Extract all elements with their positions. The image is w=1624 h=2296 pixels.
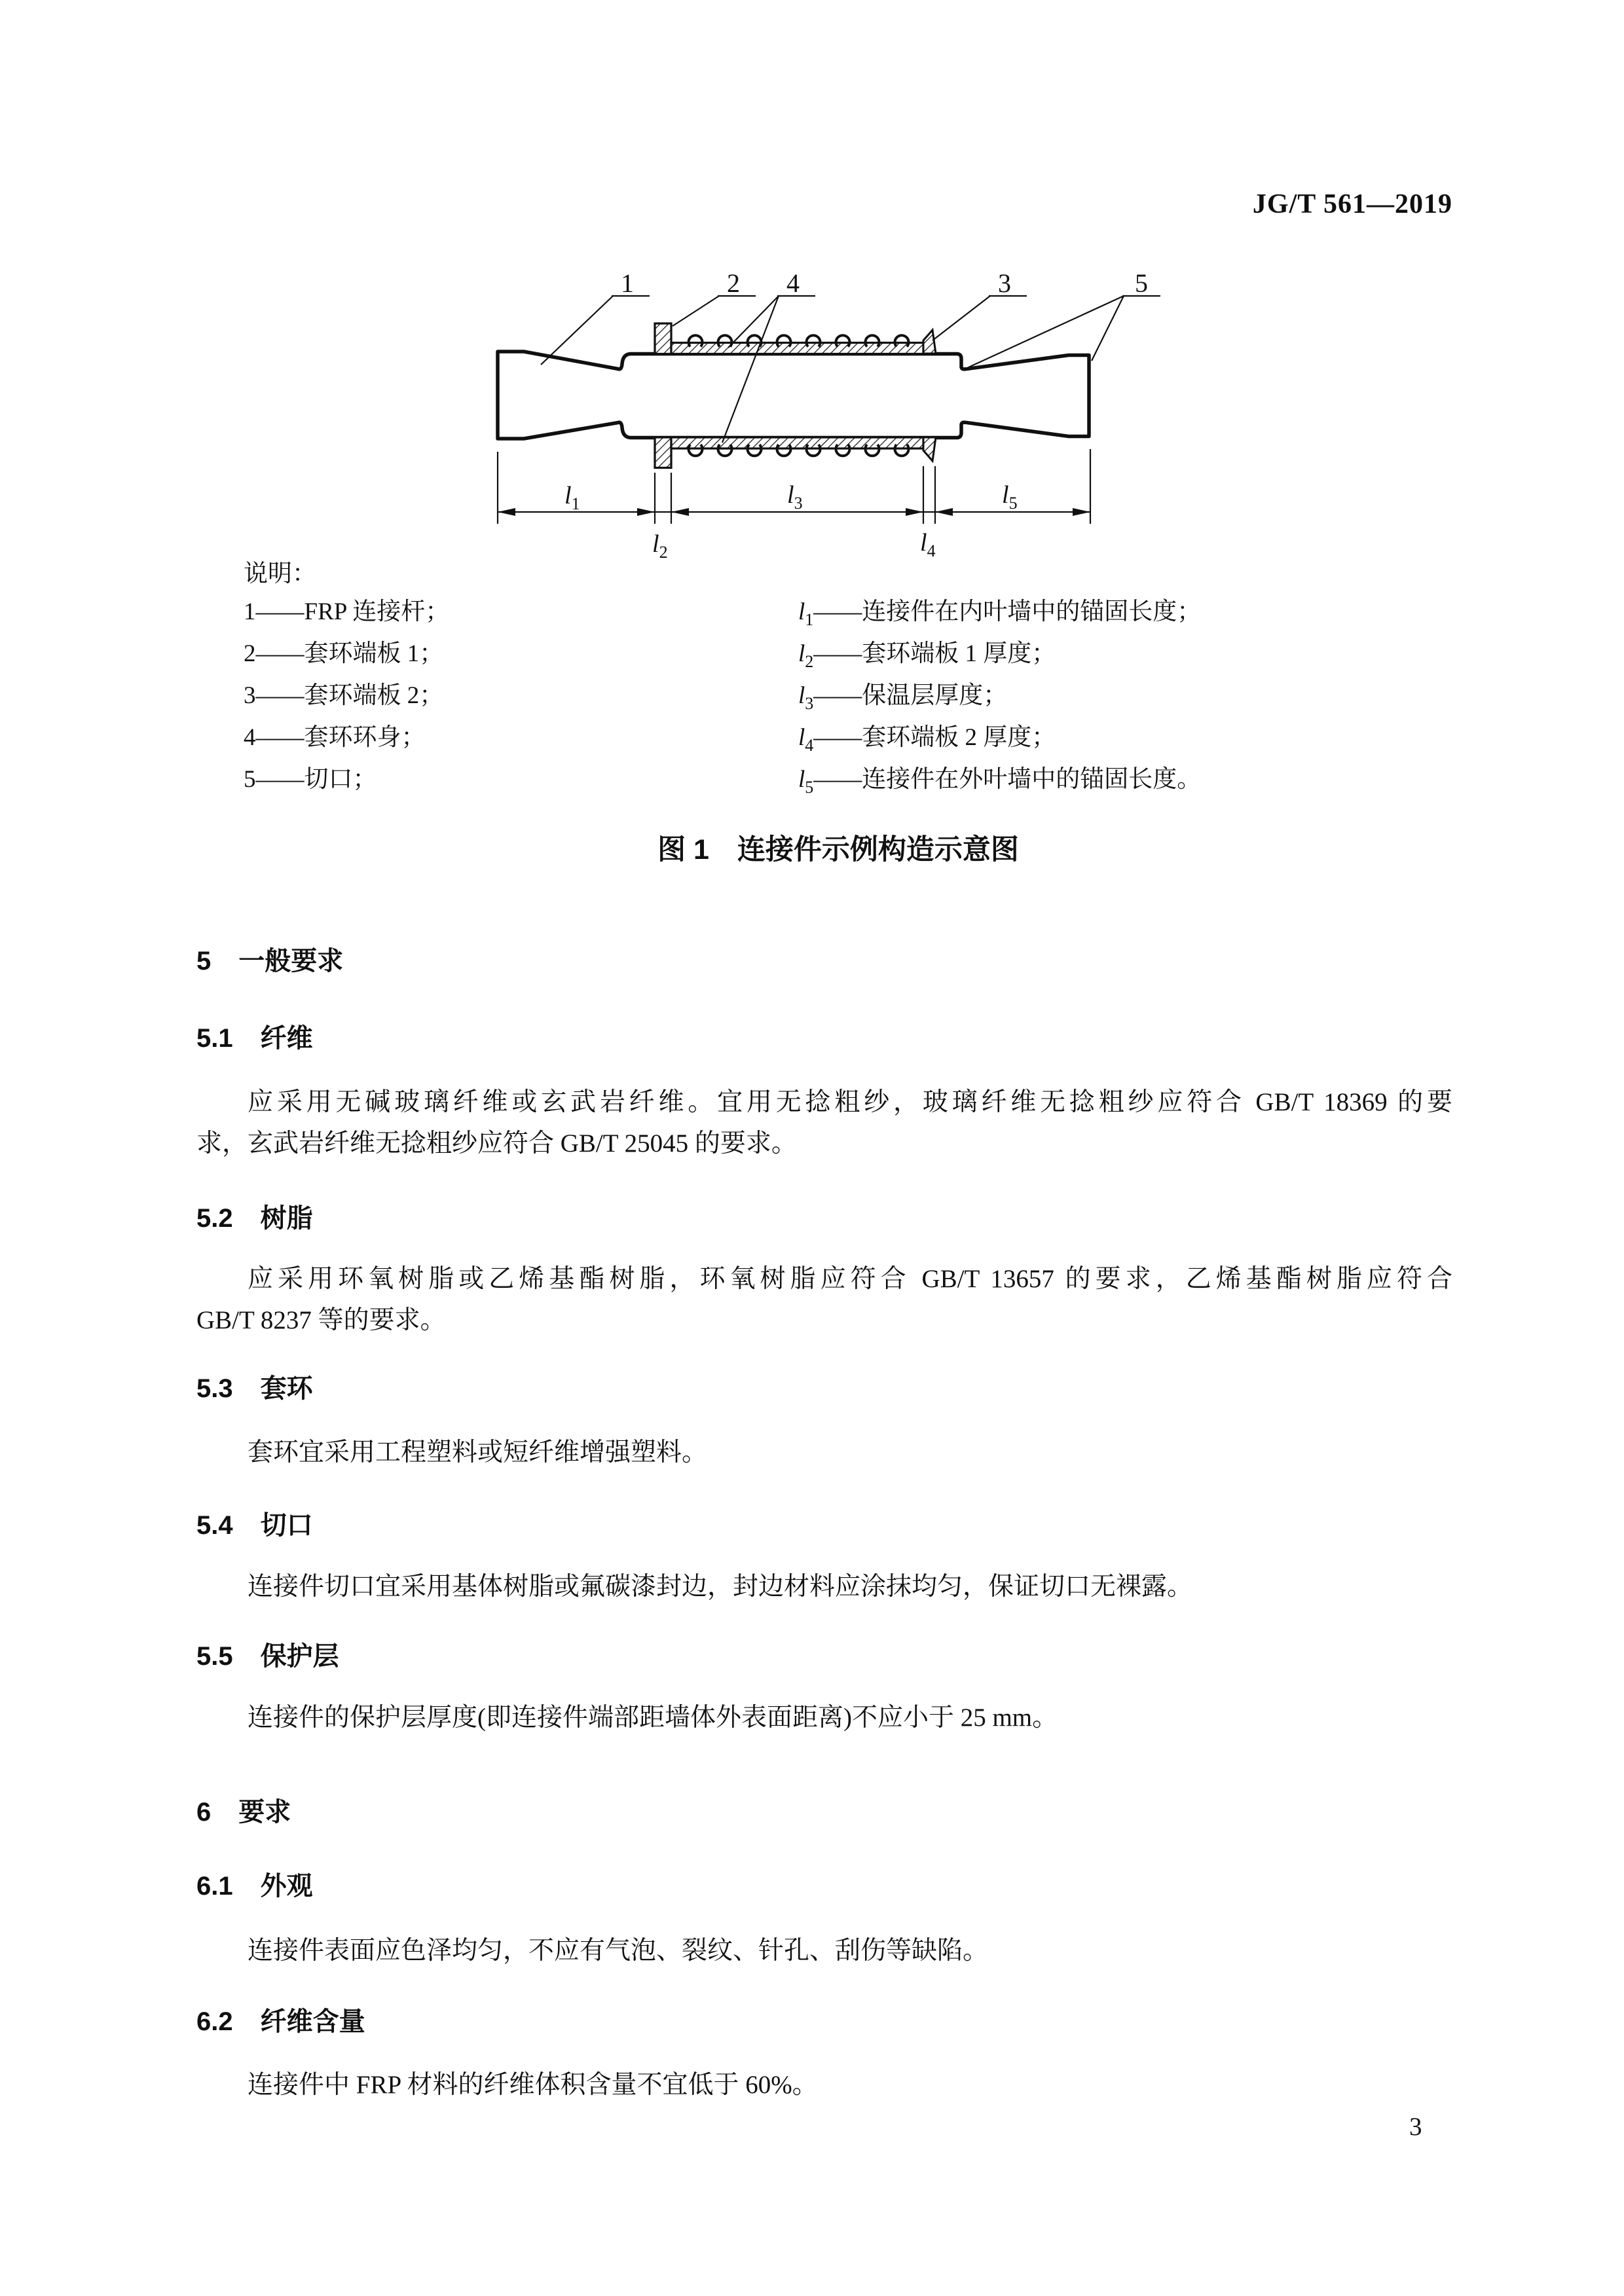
collar-body-top: [671, 343, 923, 354]
collar-end-plate2-bottom: [923, 437, 936, 461]
paragraph-5-5: 连接件的保护层厚度(即连接件端部距墙体外表面距离)不应小于 25 mm。: [248, 1704, 1058, 1732]
collar-end-plate1-top: [655, 323, 671, 354]
page-number: 3: [1409, 2113, 1422, 2141]
section-heading-5-3: 5.3 套环: [196, 1374, 313, 1403]
dim-label-l2: l2: [652, 530, 668, 562]
paragraph-6-1: 连接件表面应色泽均匀，不应有气泡、裂纹、针孔、刮伤等缺陷。: [248, 1937, 989, 1965]
part-label-5: 5: [1135, 268, 1148, 298]
legend-row: 5——切口； $l_5——$连接件在外叶墙中的锚固长度。: [244, 766, 1202, 797]
section-heading-5: 5 一般要求: [196, 947, 344, 975]
figure-caption: 图 1 连接件示例构造示意图: [657, 834, 1019, 866]
figure-legend: [244, 596, 1452, 812]
part-label-3: 3: [998, 268, 1011, 298]
dim-label-l5: l5: [1002, 481, 1018, 513]
part-label-4: 4: [786, 268, 800, 298]
dim-label-l4: l4: [920, 529, 936, 560]
paragraph-5-2: 应采用环氧树脂或乙烯基酯树脂，环氧树脂应符合 GB/T 13657 的要求，乙烯基酯树脂应符合 GB/T 8237 等的要求。: [196, 1265, 1452, 1334]
paragraph-5-3: 套环宜采用工程塑料或短纤维增强塑料。: [248, 1438, 708, 1467]
section-heading-6-2: 6.2 纤维含量: [196, 2007, 365, 2036]
legend-title: 说明：: [244, 560, 316, 587]
collar-end-plate1-bottom: [655, 437, 671, 468]
dim-label-l1: l1: [564, 482, 580, 513]
collar-body-bottom: [671, 437, 923, 448]
part-label-2: 2: [727, 268, 740, 298]
legend-row: 1——FRP 连接杆； $l_1——$连接件在内叶墙中的锚固长度；: [244, 598, 1202, 629]
section-heading-5-1: 5.1 纤维: [196, 1024, 313, 1053]
collar-end-plate2-top: [923, 330, 936, 354]
section-heading-5-2: 5.2 树脂: [196, 1204, 313, 1233]
dim-label-l3: l3: [787, 481, 803, 513]
paragraph-5-4: 连接件切口宜采用基体树脂或氟碳漆封边，封边材料应涂抹均匀，保证切口无裸露。: [248, 1573, 1193, 1601]
legend-row: 2——套环端板 1； $l_2——$套环端板 1 厚度；: [244, 640, 1056, 671]
standard-number-header: JG/T 561—2019: [1252, 189, 1452, 219]
figure-1-diagram: [458, 255, 1192, 570]
legend-row: 3——套环端板 2； $l_3——$保温层厚度；: [244, 682, 1008, 713]
legend-row: 4——套环环身； $l_4——$套环端板 2 厚度；: [244, 724, 1056, 755]
section-heading-6-1: 6.1 外观: [196, 1872, 313, 1901]
frp-rod-outline: [498, 352, 1089, 439]
paragraph-5-1: 应采用无碱玻璃纤维或玄武岩纤维。宜用无捻粗纱，玻璃纤维无捻粗纱应符合 GB/T 18369 的要 求，玄武岩纤维无捻粗纱应符合 GB/T 25045 的要求。: [196, 1088, 1452, 1157]
paragraph-6-2: 连接件中 FRP 材料的纤维体积含量不宜低于 60%。: [248, 2071, 818, 2099]
section-heading-5-5: 5.5 保护层: [196, 1642, 339, 1671]
section-heading-6: 6 要求: [196, 1798, 291, 1827]
connector-schematic: [458, 255, 1192, 570]
part-label-1: 1: [621, 268, 634, 298]
section-heading-5-4: 5.4 切口: [196, 1511, 313, 1540]
